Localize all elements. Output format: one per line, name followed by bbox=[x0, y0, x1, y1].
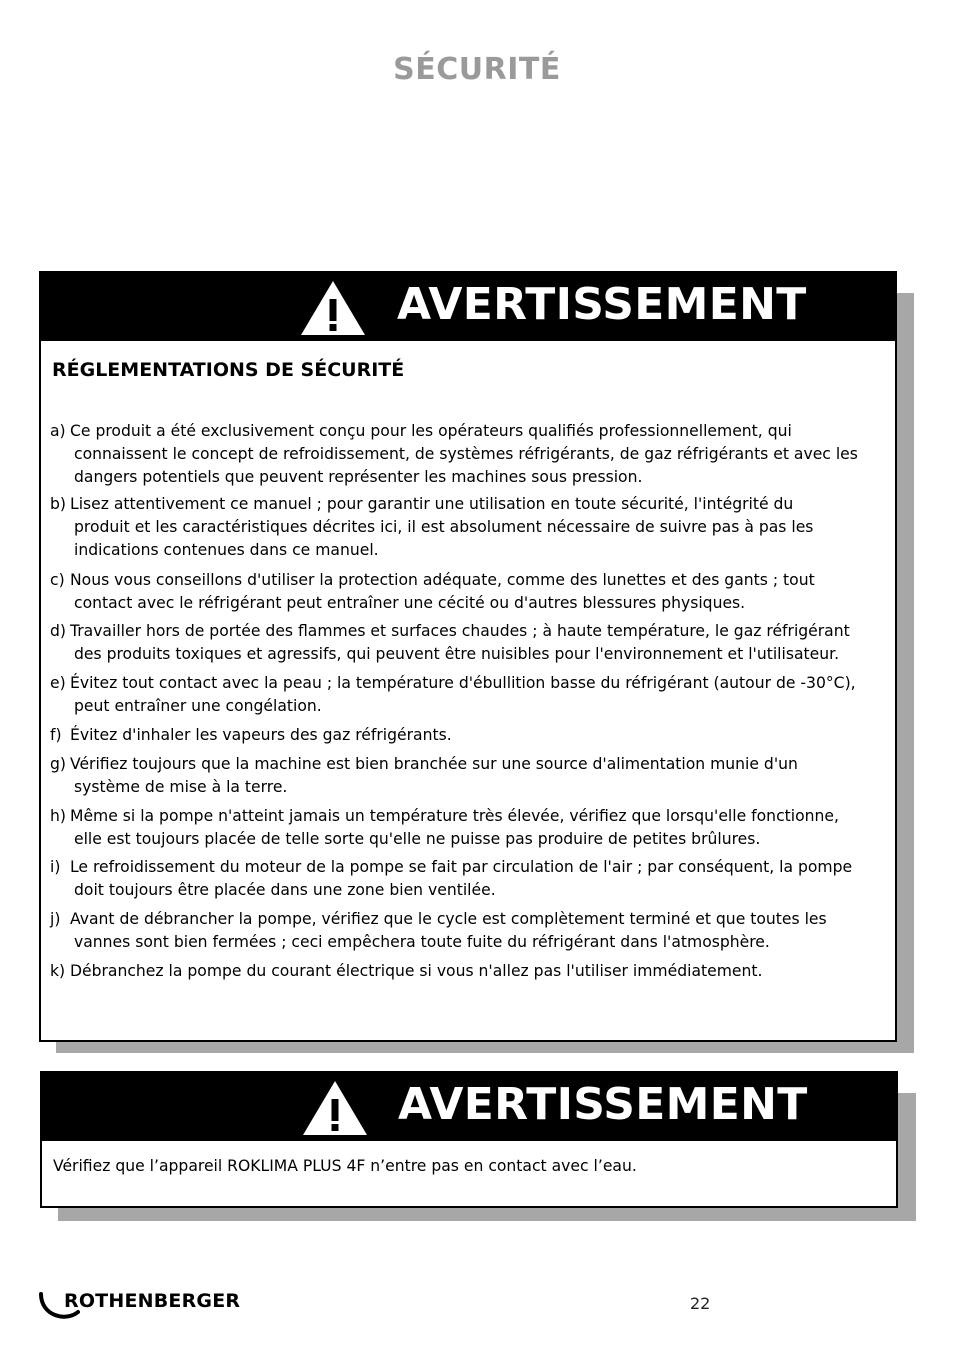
list-item-text: peut entraîner une congélation. bbox=[74, 697, 322, 715]
list-item bbox=[50, 856, 880, 902]
list-item bbox=[50, 753, 880, 799]
list-item-text: Travailler hors de portée des flammes et surfaces chaudes ; à haute température, le gaz réfrigérant bbox=[70, 622, 850, 640]
warning-box-water bbox=[40, 1071, 898, 1208]
list-item bbox=[50, 908, 880, 954]
section-heading: RÉGLEMENTATIONS DE SÉCURITÉ bbox=[52, 359, 405, 381]
warning-header bbox=[42, 1073, 896, 1141]
list-item-label: i) bbox=[50, 858, 61, 876]
list-item-text: Nous vous conseillons d'utiliser la protection adéquate, comme des lunettes et des gants ; tout bbox=[70, 571, 815, 589]
list-item bbox=[50, 724, 880, 747]
list-item-text: Lisez attentivement ce manuel ; pour garantir une utilisation en toute sécurité, l'intégrité du bbox=[70, 495, 794, 513]
warning-text: Vérifiez que l’appareil ROKLIMA PLUS 4F n’entre pas en contact avec l’eau. bbox=[53, 1157, 637, 1175]
list-item bbox=[50, 569, 880, 615]
list-item-label: c) bbox=[50, 571, 65, 589]
list-item-text: Même si la pompe n'atteint jamais un température très élevée, vérifiez que lorsqu'elle fonctionne, bbox=[70, 807, 839, 825]
page-number: 22 bbox=[690, 1294, 711, 1313]
warning-triangle-icon bbox=[301, 1079, 369, 1137]
list-item-label: b) bbox=[50, 495, 66, 513]
list-item-label: d) bbox=[50, 622, 66, 640]
list-item-text: dangers potentiels que peuvent représenter les machines sous pression. bbox=[74, 468, 643, 486]
list-item bbox=[50, 672, 880, 718]
warning-title: AVERTISSEMENT bbox=[398, 1079, 808, 1130]
list-item-text: vannes sont bien fermées ; ceci empêchera toute fuite du réfrigérant dans l'atmosphère. bbox=[74, 933, 770, 951]
logo-text: ROTHENBERGER bbox=[64, 1290, 241, 1312]
list-item bbox=[50, 420, 880, 489]
list-item-label: f) bbox=[50, 726, 62, 744]
list-item-label: g) bbox=[50, 755, 66, 773]
list-item-text: elle est toujours placée de telle sorte qu'elle ne puisse pas produire de petites brûlures. bbox=[74, 830, 761, 848]
list-item bbox=[50, 960, 880, 983]
list-item-text: système de mise à la terre. bbox=[74, 778, 288, 796]
list-item-text: connaissent le concept de refroidissement, de systèmes réfrigérants, de gaz réfrigérants et avec les bbox=[74, 445, 858, 463]
list-item-label: h) bbox=[50, 807, 66, 825]
list-item bbox=[50, 620, 880, 666]
rothenberger-logo bbox=[38, 1290, 268, 1322]
list-item-label: k) bbox=[50, 962, 66, 980]
warning-title: AVERTISSEMENT bbox=[397, 279, 807, 330]
list-item-text: Avant de débrancher la pompe, vérifiez que le cycle est complètement terminé et que toutes les bbox=[70, 910, 827, 928]
list-item-text: indications contenues dans ce manuel. bbox=[74, 541, 379, 559]
list-item bbox=[50, 805, 880, 851]
page-title: SÉCURITÉ bbox=[393, 52, 561, 87]
list-item-text: des produits toxiques et agressifs, qui peuvent être nuisibles pour l'environnement et l'utilisateur. bbox=[74, 645, 840, 663]
list-item-text: produit et les caractéristiques décrites ici, il est absolument nécessaire de suivre pas à pas les bbox=[74, 518, 814, 536]
list-item-text: contact avec le réfrigérant peut entraîner une cécité ou d'autres blessures physiques. bbox=[74, 594, 746, 612]
list-item-text: Débranchez la pompe du courant électrique si vous n'allez pas l'utiliser immédiatement. bbox=[70, 962, 763, 980]
warning-box-safety-rules bbox=[39, 271, 897, 1042]
list-item-label: e) bbox=[50, 674, 66, 692]
list-item-text: Ce produit a été exclusivement conçu pour les opérateurs qualifiés professionnellement, qui bbox=[70, 422, 792, 440]
list-item-text: Évitez d'inhaler les vapeurs des gaz réfrigérants. bbox=[70, 726, 452, 744]
list-item-text: Le refroidissement du moteur de la pompe se fait par circulation de l'air ; par conséquent, la pompe bbox=[70, 858, 853, 876]
warning-triangle-icon bbox=[299, 279, 367, 337]
list-item-text: doit toujours être placée dans une zone bien ventilée. bbox=[74, 881, 496, 899]
list-item bbox=[50, 493, 880, 562]
list-item-label: j) bbox=[50, 910, 61, 928]
warning-header bbox=[41, 273, 895, 341]
list-item-text: Évitez tout contact avec la peau ; la température d'ébullition basse du réfrigérant (autour de -30°C), bbox=[70, 674, 856, 692]
list-item-label: a) bbox=[50, 422, 66, 440]
list-item-text: Vérifiez toujours que la machine est bien branchée sur une source d'alimentation munie d'un bbox=[70, 755, 798, 773]
